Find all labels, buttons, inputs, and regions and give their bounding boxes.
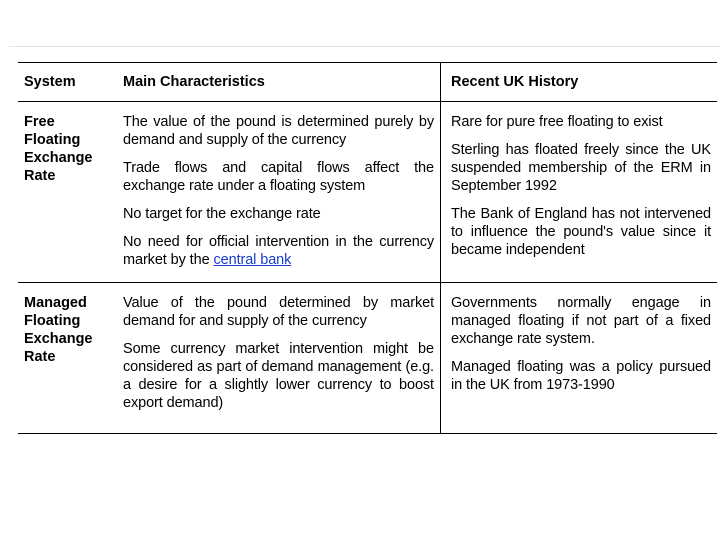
table-row-free-floating [18,102,717,283]
system-line: Exchange [24,331,93,347]
header-system [18,63,116,101]
header-characteristics [116,63,440,101]
characteristic-text: No need for official intervention in the currency market by the [123,234,434,268]
system-managed-floating [18,283,116,433]
system-line: Free [24,114,55,130]
characteristic-item: Value of the pound determined by market demand for and supply of the currency [123,295,434,329]
header-history-label: Recent UK History [451,74,579,90]
characteristic-item: Trade flows and capital flows affect the exchange rate under a floating system [123,160,434,194]
system-line: Rate [24,349,56,365]
system-line: Floating [24,132,81,148]
top-divider [9,46,720,47]
header-history [440,63,717,101]
system-line: Managed [24,295,87,311]
system-line: Floating [24,313,81,329]
exchange-rate-table [18,62,717,434]
history-item: Rare for pure free floating to exist [451,114,663,130]
history-free-floating [440,102,717,282]
system-free-floating [18,102,116,282]
history-item: Sterling has floated freely since the UK suspended membership of the ERM in September 1992 [451,142,711,194]
characteristic-item: Some currency market intervention might be considered as part of demand management (e.g. a desire for a slightly lower currency to boost export demand) [123,341,434,411]
characteristics-free-floating [116,102,440,282]
characteristic-item [123,233,434,269]
history-item: The Bank of England has not intervened to influence the pound's value since it became independent [451,206,711,258]
header-system-label: System [24,74,76,90]
header-characteristics-label: Main Characteristics [123,74,265,90]
system-line: Rate [24,168,56,184]
history-managed-floating [440,283,717,433]
table-header-row [18,63,717,102]
characteristic-item: The value of the pound is determined purely by demand and supply of the currency [123,114,434,148]
history-item: Managed floating was a policy pursued in the UK from 1973-1990 [451,359,711,393]
history-item: Governments normally engage in managed floating if not part of a fixed exchange rate system. [451,295,711,347]
characteristic-item: No target for the exchange rate [123,206,321,222]
characteristics-managed-floating [116,283,440,433]
central-bank-link[interactable]: central bank [213,252,292,268]
system-line: Exchange [24,150,93,166]
table-row-managed-floating [18,283,717,433]
